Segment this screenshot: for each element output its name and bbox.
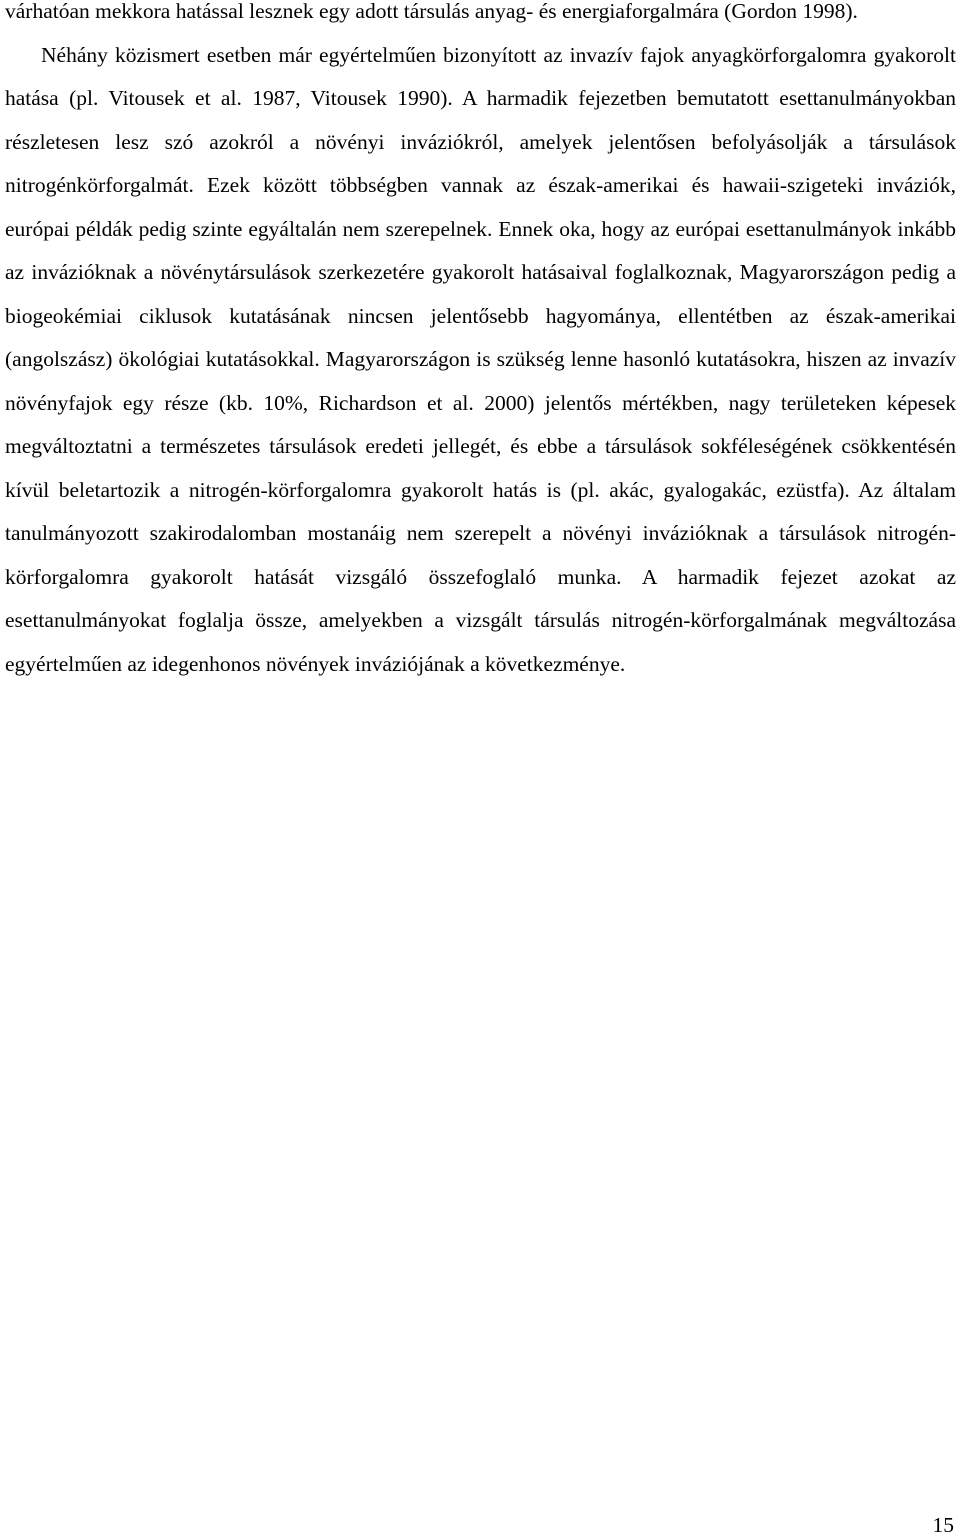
paragraph-continued: várhatóan mekkora hatással lesznek egy adott társulás anyag- és energiaforgalmára (Gordon 1998). bbox=[5, 0, 858, 23]
paragraph-invasive-species-nitrogen-cycle: Néhány közismert esetben már egyértelműen bizonyított az invazív fajok anyagkörforgalomra gyakorolt hatása (pl. Vitousek et al. 1987, Vitousek 1990). A harmadik fejezetben bemutatott esettanulmányokban részletesen lesz szó azokról a növényi inváziókról, amelyek jelentősen befolyásolják a társulások nitrogénkörforgalmát. Ezek között többségben vannak az észak-amerikai és hawaii-szigeteki inváziók, európai példák pedig szinte egyáltalán nem szerepelnek. Ennek oka, hogy az európai esettanulmányok inkább az invázióknak a növénytársulások szerkezetére gyakorolt hatásaival foglalkoznak, Magyarországon pedig a biogeokémiai ciklusok kutatásának nincsen jelentősebb hagyománya, ellentétben az észak-amerikai (angolszász) ökológiai kutatásokkal. Magyarországon is szükség lenne hasonló kutatásokra, hiszen az invazív növényfajok egy része (kb. 10%, Richardson et al. 2000) jelentős mértékben, nagy területeken képesek megváltoztatni a természetes társulások eredeti jellegét, és ebbe a társulások sokféleségének csökkentésén kívül beletartozik a nitrogén-körforgalomra gyakorolt hatás is (pl. akác, gyalogakác, ezüstfa). Az általam tanulmányozott szakirodalomban mostanáig nem szerepelt a növényi invázióknak a társulások nitrogén-körforgalomra gyakorolt hatását vizsgáló összefoglaló munka. A harmadik fejezet azokat az esettanulmányokat foglalja össze, amelyekben a vizsgált társulás nitrogén-körforgalmának megváltozása egyértelműen az idegenhonos növények inváziójának a következménye. bbox=[5, 42, 956, 676]
page-number: 15 bbox=[932, 1513, 954, 1537]
body-text bbox=[5, 0, 956, 686]
